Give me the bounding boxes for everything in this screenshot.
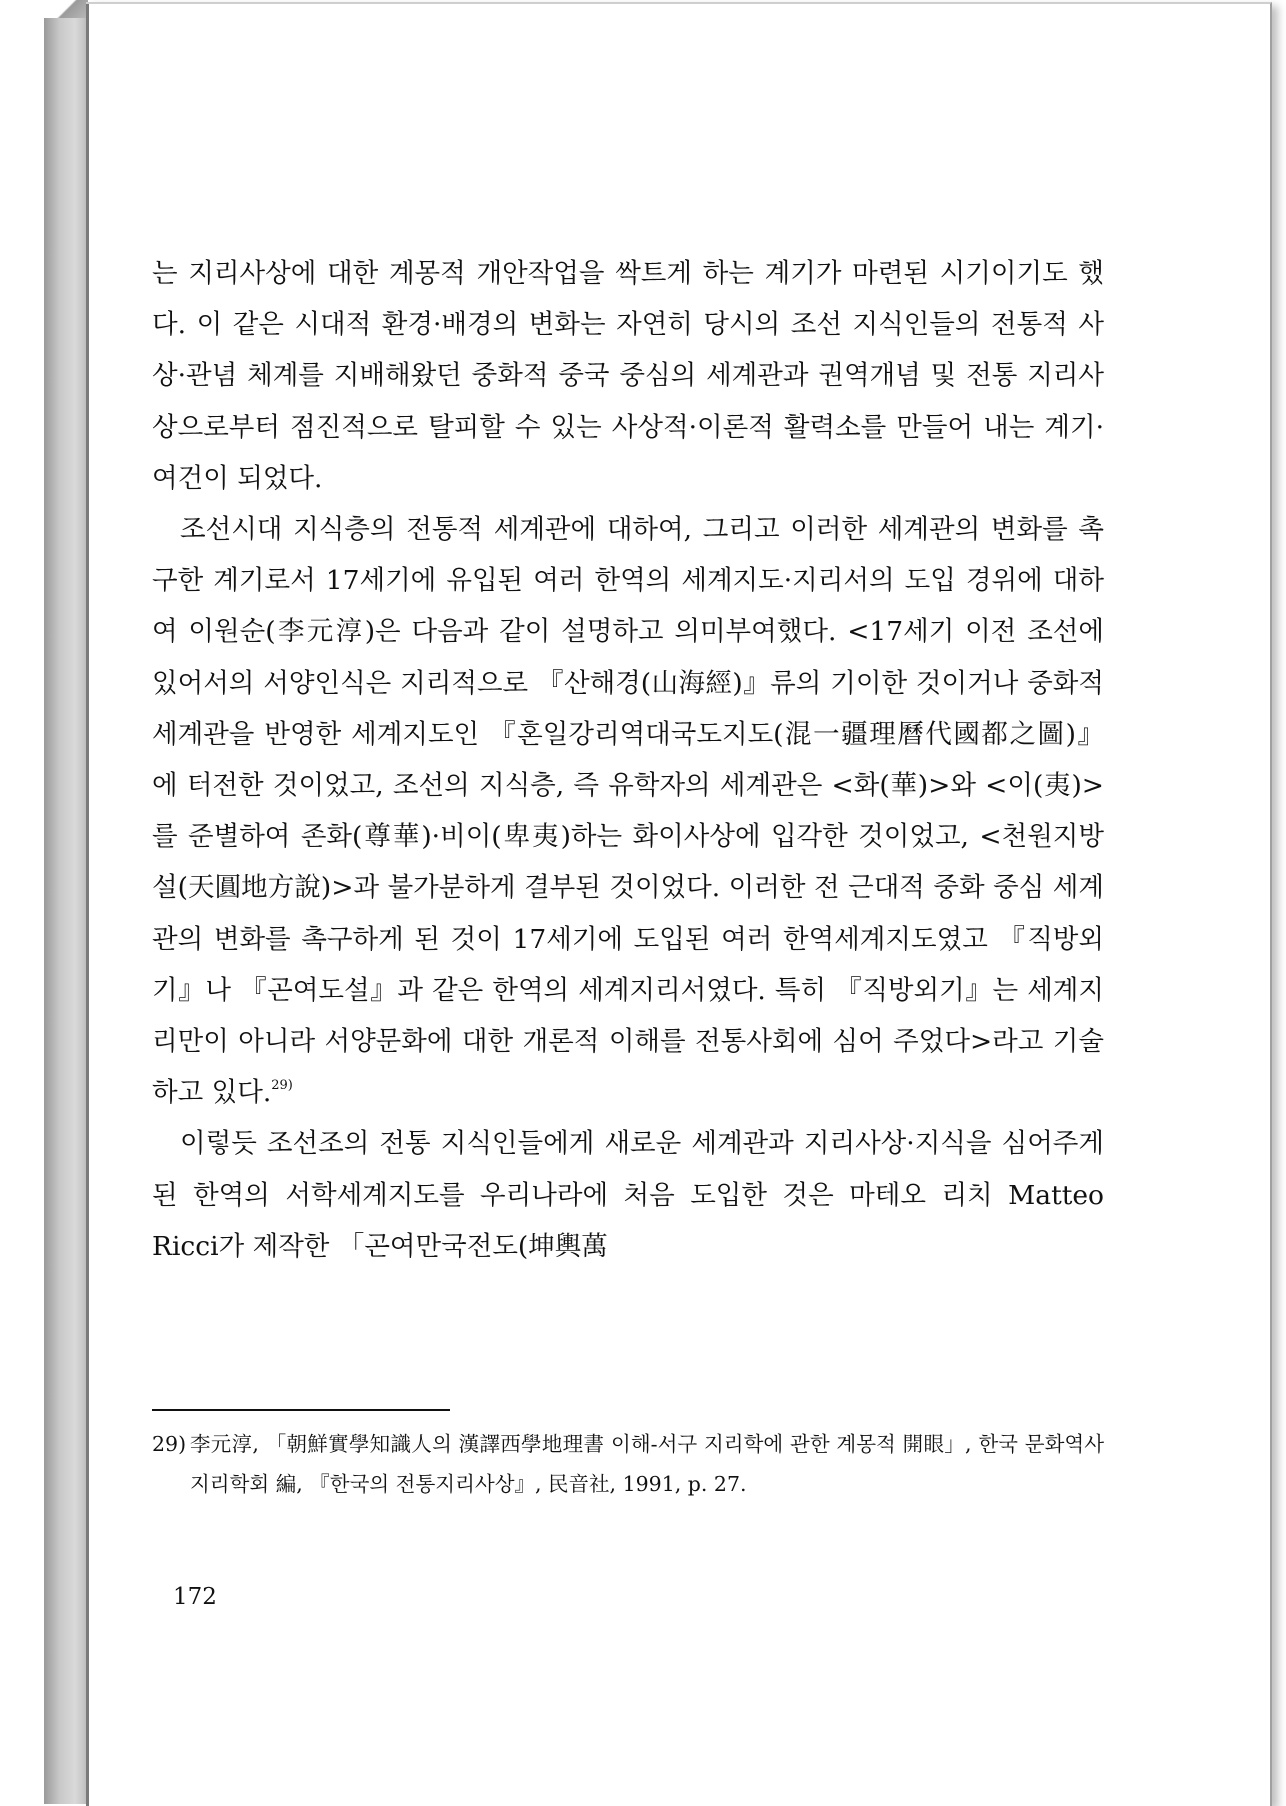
footnote-number: 29) — [152, 1432, 187, 1456]
page-number: 172 — [173, 1584, 217, 1610]
footnote-text: 李元淳, 「朝鮮實學知識人의 漢譯西學地理書 이해-서구 지리학에 관한 계몽적 開眼」, 한국 문화역사 지리학회 編, 『한국의 전통지리사상』, 民音社, 1991, p. 27. — [190, 1432, 1104, 1496]
footnote — [152, 1424, 1104, 1504]
footnote-divider — [152, 1409, 450, 1411]
book-corner — [44, 0, 88, 20]
paragraph-text: 조선시대 지식층의 전통적 세계관에 대하여, 그리고 이러한 세계관의 변화를 촉구한 계기로서 17세기에 유입된 여러 한역의 세계지도·지리서의 도입 경위에 대하여 이원순(李元淳)은 다음과 같이 설명하고 의미부여했다. <17세기 이전 조선에 있어서의 서양인식은 지리적으로 『산해경(山海經)』류의 기이한 것이거나 중화적 세계관을 반영한 세계지도인 『혼일강리역대국도지도(混一疆理曆代國都之圖)』에 터전한 것이었고, 조선의 지식층, 즉 유학자의 세계관은 <화(華)>와 <이(夷)>를 준별하여 존화(尊華)·비이(卑夷)하는 화이사상에 입각한 것이었고, <천원지방설(天圓地方說)>과 불가분하게 결부된 것이었다. 이러한 전 근대적 중화 중심 세계관의 변화를 촉구하게 된 것이 17세기에 도입된 여러 한역세계지도였고 『직방외기』나 『곤여도설』과 같은 한역의 세계지리서였다. 특히 『직방외기』는 세계지리만이 아니라 서양문화에 대한 개론적 이해를 전통사회에 심어 주었다>라고 기술하고 있다. — [152, 514, 1104, 1109]
paragraph: 이렇듯 조선조의 전통 지식인들에게 새로운 세계관과 지리사상·지식을 심어주게 된 한역의 서학세계지도를 우리나라에 처음 도입한 것은 마테오 리치 Matteo Ricci가 제작한 「곤여만국전도(坤輿萬 — [152, 1128, 1104, 1262]
paragraph: 는 지리사상에 대한 계몽적 개안작업을 싹트게 하는 계기가 마련된 시기이기도 했다. 이 같은 시대적 환경·배경의 변화는 자연히 당시의 조선 지식인들의 전통적 사상·관념 체계를 지배해왔던 중화적 중국 중심의 세계관과 권역개념 및 전통 지리사상으로부터 점진적으로 탈피할 수 있는 사상적·이론적 활력소를 만들어 내는 계기·여건이 되었다. — [152, 258, 1104, 494]
body-text — [152, 248, 1104, 1272]
footnote-reference[interactable]: 29) — [271, 1078, 293, 1094]
paragraph — [152, 504, 1104, 1118]
book-spine-edge — [44, 18, 88, 1804]
